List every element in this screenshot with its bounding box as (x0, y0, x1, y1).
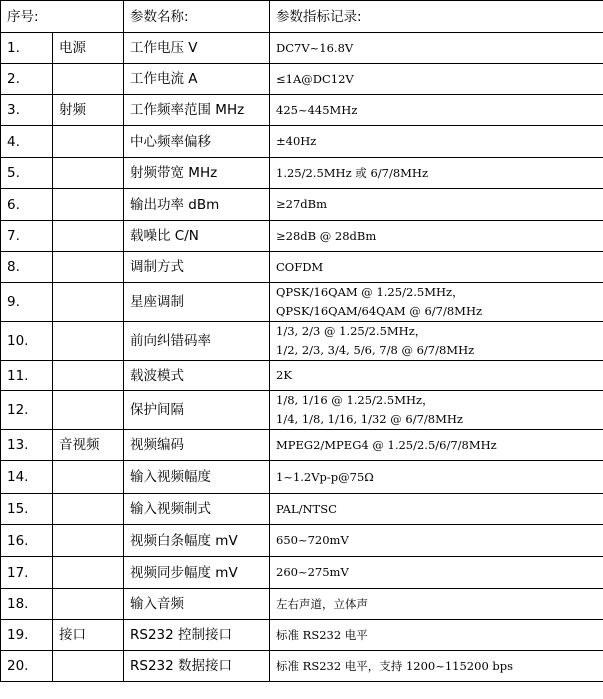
table-row (1, 283, 603, 322)
row-parameter: 保护间隔 (124, 391, 270, 430)
row-number: 1. (1, 33, 53, 64)
table-row (1, 126, 603, 158)
row-value (270, 361, 603, 391)
row-value (270, 95, 603, 126)
row-category (53, 494, 124, 525)
row-number: 17. (1, 557, 53, 589)
row-parameter: 视频编码 (124, 430, 270, 461)
table-row (1, 189, 603, 221)
row-value-line: 650~720mV (276, 533, 349, 547)
table-row (1, 494, 603, 525)
row-parameter: 输入视频幅度 (124, 461, 270, 494)
row-category (53, 252, 124, 283)
row-number: 8. (1, 252, 53, 283)
row-value-line: 1.25/2.5MHz 或 6/7/8MHz (276, 165, 429, 180)
row-value (270, 221, 603, 252)
row-value-line: ≥27dBm (276, 197, 327, 211)
table-row (1, 391, 603, 430)
row-parameter: 视频白条幅度 mV (124, 525, 270, 557)
row-number: 9. (1, 283, 53, 322)
row-category: 音视频 (53, 430, 124, 461)
row-parameter: 工作电流 A (124, 64, 270, 95)
row-value-line: ≤1A@DC12V (276, 71, 354, 86)
row-category (53, 221, 124, 252)
row-number: 10. (1, 322, 53, 361)
row-parameter: 工作电压 V (124, 33, 270, 64)
table-row (1, 651, 603, 682)
row-value (270, 525, 603, 557)
table-row (1, 322, 603, 361)
row-value (270, 620, 603, 651)
row-value-line: MPEG2/MPEG4 @ 1.25/2.5/6/7/8MHz (276, 437, 497, 452)
row-parameter: 输入视频制式 (124, 494, 270, 525)
row-category (53, 651, 124, 682)
table-row (1, 361, 603, 391)
row-category (53, 557, 124, 589)
row-value-line: 2K (276, 368, 292, 382)
row-value-line: 1/2, 2/3, 3/4, 5/6, 7/8 @ 6/7/8MHz (276, 343, 475, 357)
row-value (270, 126, 603, 158)
row-category (53, 283, 124, 322)
row-value-line: QPSK/16QAM @ 1.25/2.5MHz， (276, 285, 464, 299)
row-category (53, 158, 124, 189)
row-number: 11. (1, 361, 53, 391)
row-number: 14. (1, 461, 53, 494)
row-value (270, 461, 603, 494)
row-number: 2. (1, 64, 53, 95)
row-value (270, 189, 603, 221)
row-number: 3. (1, 95, 53, 126)
row-number: 5. (1, 158, 53, 189)
row-value-line: ≥28dB @ 28dBm (276, 228, 377, 243)
spec-table-body (1, 1, 603, 682)
row-value-line: DC7V~16.8V (276, 40, 354, 55)
table-row (1, 430, 603, 461)
row-category (53, 525, 124, 557)
row-number: 13. (1, 430, 53, 461)
row-value-line: 425~445MHz (276, 102, 358, 117)
row-parameter: 输入音频 (124, 589, 270, 620)
row-value-line: QPSK/16QAM/64QAM @ 6/7/8MHz (276, 304, 483, 318)
header-name: 参数名称: (124, 1, 270, 33)
row-value-line: 260~275mV (276, 565, 349, 579)
row-value (270, 557, 603, 589)
row-value (270, 651, 603, 682)
row-category (53, 64, 124, 95)
row-parameter: 输出功率 dBm (124, 189, 270, 221)
table-row (1, 221, 603, 252)
row-number: 15. (1, 494, 53, 525)
row-value-line: 1/4, 1/8, 1/16, 1/32 @ 6/7/8MHz (276, 412, 463, 426)
row-value (270, 283, 603, 322)
row-category (53, 361, 124, 391)
row-value (270, 33, 603, 64)
row-value-line: 标准 RS232 电平 (276, 627, 368, 642)
row-value (270, 64, 603, 95)
table-row (1, 589, 603, 620)
row-number: 12. (1, 391, 53, 430)
row-parameter: RS232 数据接口 (124, 651, 270, 682)
header-row (1, 1, 603, 33)
row-category (53, 461, 124, 494)
row-category (53, 322, 124, 361)
row-number: 18. (1, 589, 53, 620)
row-parameter: 星座调制 (124, 283, 270, 322)
row-category (53, 189, 124, 221)
row-parameter: 前向纠错码率 (124, 322, 270, 361)
row-parameter: 视频同步幅度 mV (124, 557, 270, 589)
row-value (270, 589, 603, 620)
row-category: 电源 (53, 33, 124, 64)
row-value (270, 252, 603, 283)
table-row (1, 620, 603, 651)
table-row (1, 461, 603, 494)
row-parameter: 中心频率偏移 (124, 126, 270, 158)
row-value-line: 左右声道，立体声 (276, 596, 368, 611)
row-category: 射频 (53, 95, 124, 126)
table-row (1, 95, 603, 126)
row-value (270, 494, 603, 525)
row-parameter: 射频带宽 MHz (124, 158, 270, 189)
row-value (270, 430, 603, 461)
row-category (53, 391, 124, 430)
table-row (1, 158, 603, 189)
row-number: 19. (1, 620, 53, 651)
row-category: 接口 (53, 620, 124, 651)
row-number: 4. (1, 126, 53, 158)
row-value (270, 391, 603, 430)
table-row (1, 64, 603, 95)
row-parameter: 载噪比 C/N (124, 221, 270, 252)
row-value-line: 1/8, 1/16 @ 1.25/2.5MHz， (276, 393, 434, 407)
table-row (1, 252, 603, 283)
row-value-line: PAL/NTSC (276, 501, 337, 516)
row-parameter: 调制方式 (124, 252, 270, 283)
row-category (53, 126, 124, 158)
row-parameter: 载波模式 (124, 361, 270, 391)
table-row (1, 525, 603, 557)
row-parameter: 工作频率范围 MHz (124, 95, 270, 126)
row-value-line: 标准 RS232 电平，支持 1200~115200 bps (276, 658, 514, 673)
row-value (270, 158, 603, 189)
row-value-line: 1/3, 2/3 @ 1.25/2.5MHz， (276, 324, 427, 338)
table-row (1, 557, 603, 589)
header-spec: 参数指标记录: (270, 1, 603, 33)
table-row (1, 33, 603, 64)
header-index: 序号: (1, 1, 124, 33)
row-number: 6. (1, 189, 53, 221)
row-value-line: 1~1.2Vp-p@75Ω (276, 469, 374, 484)
row-value (270, 322, 603, 361)
row-number: 16. (1, 525, 53, 557)
row-parameter: RS232 控制接口 (124, 620, 270, 651)
row-number: 20. (1, 651, 53, 682)
row-number: 7. (1, 221, 53, 252)
row-value-line: COFDM (276, 259, 324, 274)
row-category (53, 589, 124, 620)
row-value-line: ±40Hz (276, 134, 317, 148)
